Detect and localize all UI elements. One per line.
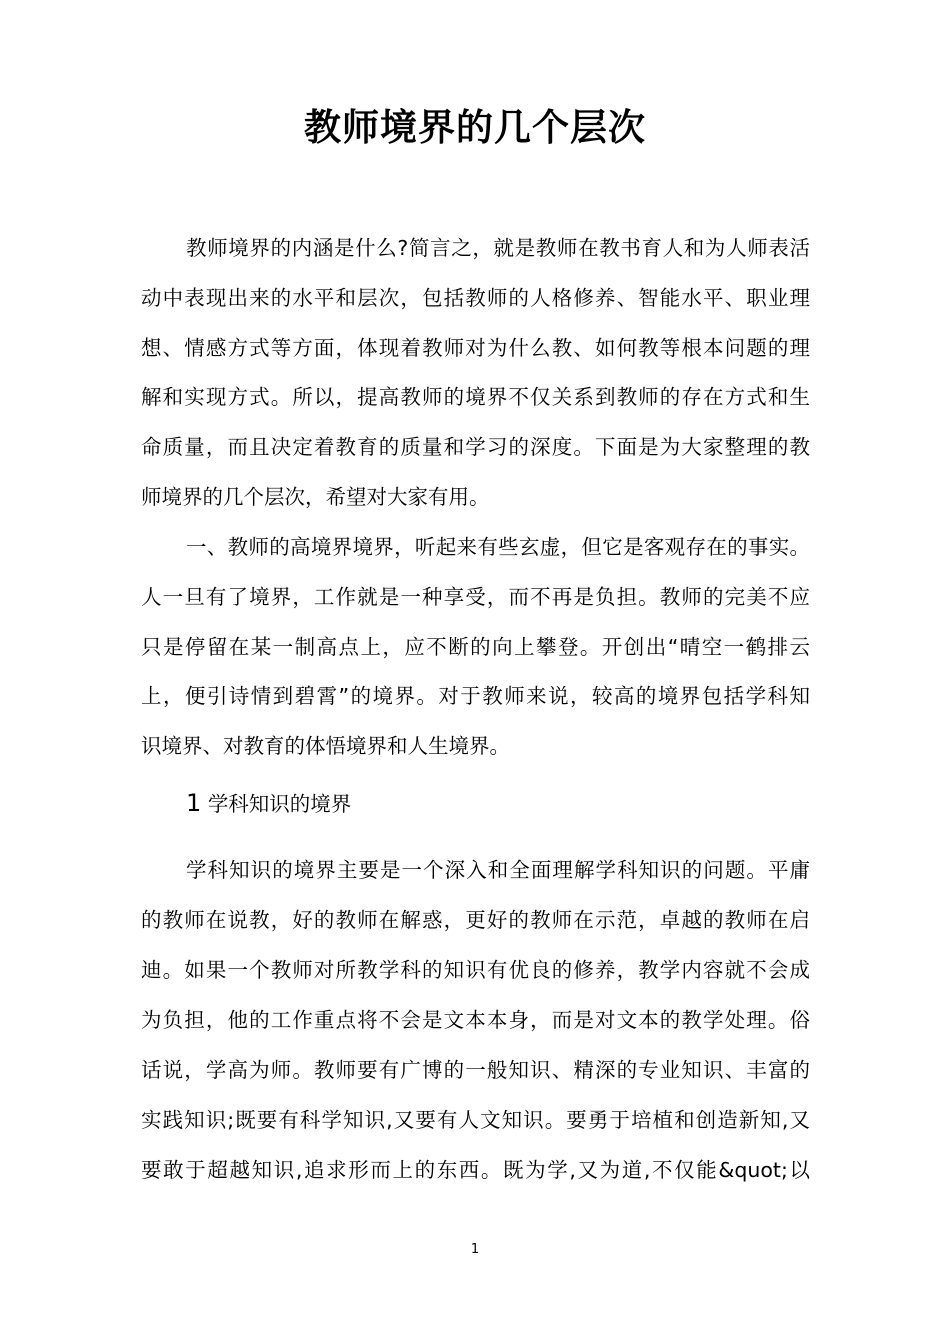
paragraph-line: 学科知识的境界主要是一个深入和全面理解学科知识的问题。平庸	[186, 858, 810, 882]
document-title: 教师境界的几个层次	[304, 106, 646, 149]
paragraph-line: 的教师在说教，好的教师在解惑，更好的教师在示范，卓越的教师在启	[141, 908, 810, 932]
section-number: 1	[186, 789, 202, 817]
paragraph-line: 为负担，他的工作重点将不会是文本本身，而是对文本的教学处理。俗	[141, 1008, 810, 1032]
paragraph-line: 命质量，而且决定着教育的质量和学习的深度。下面是为大家整理的教	[141, 435, 810, 459]
section-heading-text: 学科知识的境界	[207, 792, 352, 816]
paragraph-line: 解和实现方式。所以，提高教师的境界不仅关系到教师的存在方式和生	[141, 385, 810, 409]
paragraph-line: 师境界的几个层次，希望对大家有用。	[141, 485, 490, 509]
paragraph-line: 人一旦有了境界，工作就是一种享受，而不再是负担。教师的完美不应	[141, 585, 810, 609]
paragraph-line: 实践知识;既要有科学知识,又要有人文知识。要勇于培植和创造新知,又	[141, 1108, 810, 1132]
paragraph-line: 教师境界的内涵是什么?简言之，就是教师在教书育人和为人师表活	[186, 236, 810, 260]
paragraph-line: 上，便引诗情到碧霄”的境界。对于教师来说，较高的境界包括学科知	[141, 684, 810, 708]
paragraph-line: 一、教师的高境界境界，听起来有些玄虚，但它是客观存在的事实。	[186, 535, 810, 559]
paragraph-line: 动中表现出来的水平和层次，包括教师的人格修养、智能水平、职业理	[141, 286, 810, 310]
paragraph-line: 迪。如果一个教师对所教学科的知识有优良的修养，教学内容就不会成	[141, 958, 810, 982]
paragraph-line: 要敢于超越知识,追求形而上的东西。既为学,又为道,不仅能&quot;以	[141, 1158, 810, 1182]
paragraph-line: 识境界、对教育的体悟境界和人生境界。	[141, 734, 510, 758]
section-heading	[186, 788, 351, 819]
paragraph-line: 话说，学高为师。教师要有广博的一般知识、精深的专业知识、丰富的	[141, 1058, 810, 1082]
paragraph-line: 想、情感方式等方面，体现着教师对为什么教、如何教等根本问题的理	[141, 336, 810, 360]
page-number: 1	[470, 1242, 480, 1257]
paragraph-line: 只是停留在某一制高点上，应不断的向上攀登。开创出“晴空一鹤排云	[141, 635, 810, 659]
